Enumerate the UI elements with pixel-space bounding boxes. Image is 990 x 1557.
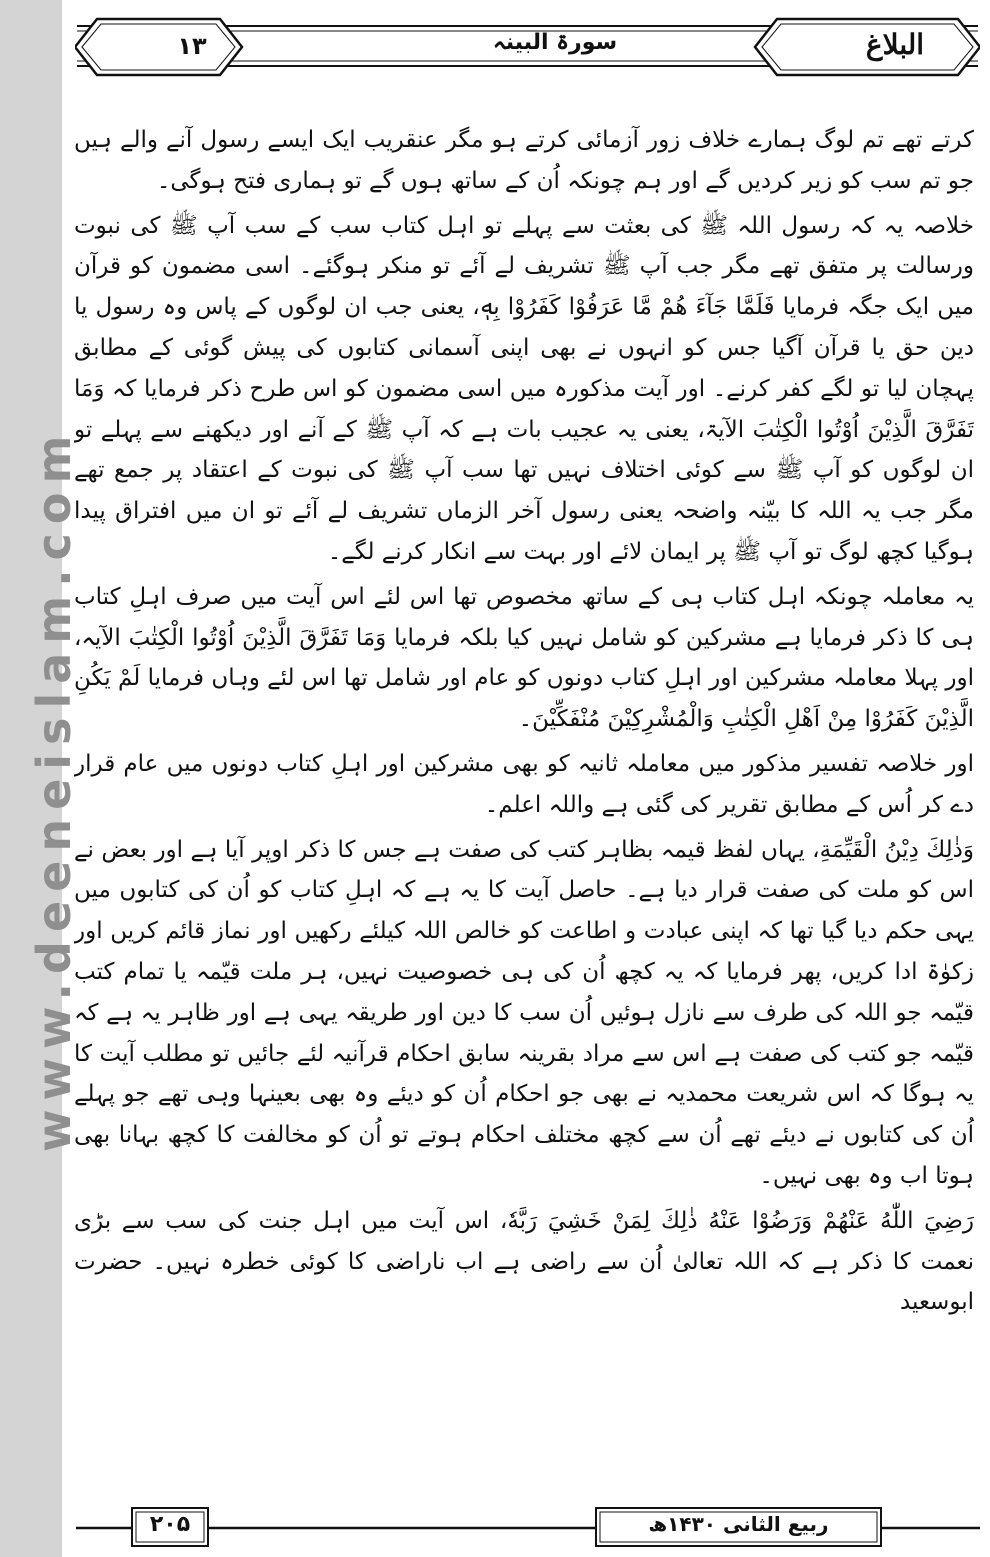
- page-footer: [76, 1506, 980, 1550]
- paragraph: کرتے تھے تم لوگ ہمارے خلاف زور آزمائی کرتے ہو مگر عنقریب ایک ایسے رسول آنے والے ہیں جو تم سب کو زیر کردیں گے اور ہم چونکہ اُن کے ساتھ ہوں گے تو ہماری فتح ہوگی۔: [74, 127, 974, 194]
- paragraph: خلاصہ یہ کہ رسول اللہ ﷺ کی بعثت سے پہلے تو اہل کتاب سب کے سب آپ ﷺ کی نبوت ورسالت پر متفق تھے مگر جب آپ ﷺ تشریف لے آئے تو منکر ہوگئے۔ اسی مضمون کو قرآن میں ایک جگہ فرمایا فَلَمَّا جَآءَ هُمْ مَّا عَرَفُوْا كَفَرُوْا بِهٖ، یعنی جب ان لوگوں کے پاس وہ رسول یا دین حق یا قرآن آگیا جس کو انہوں نے بھی اپنی آسمانی کتابوں کی پیش گوئی کے مطابق پہچان لیا تو لگے کفر کرنے۔ اور آیت مذکورہ میں اسی مضمون کو اس طرح ذکر فرمایا کہ وَمَا تَفَرَّقَ الَّذِيْنَ اُوْتُوا الْكِتٰبَ الآیۃ، یعنی یہ عجیب بات ہے کہ آپ ﷺ کے آنے اور دیکھنے سے پہلے تو ان لوگوں کو آپ ﷺ سے کوئی اختلاف نہیں تھا سب آپ ﷺ کی نبوت کے اعتقاد پر جمع تھے مگر جب یہ اللہ کا بیّنہ واضحہ یعنی رسول آخر الزماں تشریف لے آئے تو ان میں افتراق پیدا ہوگیا کچھ لوگ تو آپ ﷺ پر ایمان لائے اور بہت سے انکار کرنے لگے۔: [74, 212, 974, 565]
- paragraph: یہ معاملہ چونکہ اہل کتاب ہی کے ساتھ مخصوص تھا اس لئے اس آیت میں صرف اہلِ کتاب ہی کا ذکر فرمایا ہے مشرکین کو شامل نہیں کیا بلکہ فرمایا وَمَا تَفَرَّقَ الَّذِيْنَ اُوْتُوا الْكِتٰبَ الآیہ، اور پہلا معاملہ مشرکین اور اہلِ کتاب دونوں کو عام اور شامل تھا اس لئے وہاں فرمایا لَمْ يَكُنِ الَّذِيْنَ كَفَرُوْا مِنْ اَهْلِ الْكِتٰبِ وَالْمُشْرِكِيْنَ مُنْفَكِّيْنَ۔: [74, 583, 974, 733]
- article-body: [74, 120, 974, 1495]
- watermark-strip: [0, 0, 81, 1557]
- paragraph: اور خلاصہ تفسیر مذکور میں معاملہ ثانیہ کو بھی مشرکین اور اہلِ کتاب دونوں میں عام قرار دے کر اُس کے مطابق تقریر کی گئی ہے واللہ اعلم۔: [74, 750, 974, 818]
- surah-title: سورۃ البینہ: [492, 30, 618, 55]
- issue-date: ربیع الثانی ۱۴۳۰ھ: [648, 1512, 829, 1536]
- paragraph: وَذٰلِكَ دِيْنُ الْقَيِّمَةِ، یہاں لفظ قیمہ بظاہر کتب کی صفت ہے جس کا ذکر اوپر آیا ہے اور بعض نے اس کو ملت کی صفت قرار دیا ہے۔ حاصل آیت کا یہ ہے کہ اہلِ کتاب کو اُن کی کتابوں میں یہی حکم دیا گیا تھا کہ اپنی عبادت و اطاعت کو خالص اللہ کیلئے رکھیں اور نماز قائم کریں اور زکوٰۃ ادا کریں، پھر فرمایا کہ یہ کچھ اُن کی ہی خصوصیت نہیں، ہر ملت قیّمہ یا تمام کتب قیّمہ جو اللہ کی طرف سے نازل ہوئیں اُن سب کا دین اور طریقہ یہی ہے اور ظاہر یہ ہے کہ قیّمہ جو کتب کی صفت ہے اس سے مراد بقرینہ سابق احکام قرآنیہ لئے جائیں تو مطلب آیت کا یہ ہوگا کہ اس شریعت محمدیہ نے بھی جو احکام اُن کو دیئے وہ بھی بعینہا وہی تھے جو پہلے اُن کی کتابوں نے دیئے تھے اُن سے کچھ مختلف احکام ہوتے تو اُن کو مخالفت کا کچھ بہانا بھی ہوتا اب وہ بھی نہیں۔: [74, 836, 974, 1189]
- watermark-url: www.deeneislam.com: [27, 426, 81, 1152]
- magazine-logo: البلاغ: [865, 28, 925, 61]
- page-header: [75, 14, 980, 80]
- paragraph: رَضِيَ اللّٰهُ عَنْهُمْ وَرَضُوْا عَنْهُ ذٰلِكَ لِمَنْ خَشِيَ رَبَّهٗ، اس آیت میں اہل جنت کی سب سے بڑی نعمت کا ذکر ہے کہ اللہ تعالیٰ اُن سے راضی ہے اب ناراضی کا کوئی خطرہ نہیں۔ حضرت ابوسعید: [74, 1207, 974, 1316]
- header-page-number: ۱۳: [177, 32, 207, 60]
- footer-page-number: ۲۰۵: [149, 1512, 191, 1537]
